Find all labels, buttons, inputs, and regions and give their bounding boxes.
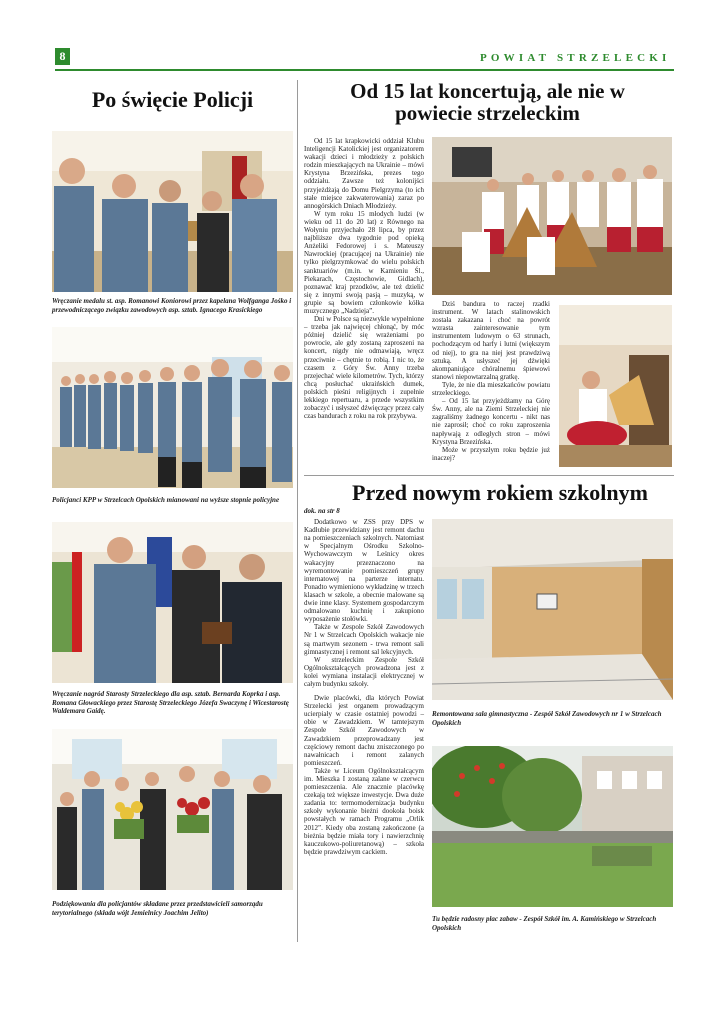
concert-paragraph: Dni w Polsce są niezwykle wypełnione – trzeba jak najwięcej chłonąć, by móc później dzielić się wrażeniami po powrocie, ale gdy zostaną zaproszeni na koncert, nigdy nie odmawiają, wręcz przeciwnie – chętnie to robią. I nic to, że czasem z Góry Św. Anny trzeba przejechać wiele kilometrów. Tych, którzy chcą posłuchać ukraińskich dumek, polskich pieśni religijnych i zupełnie lekkiego repertuaru, a przede wszystkim zobaczyć i usłyszeć dźwięczący przez cały czas bandurach z roku na rok przybywa. xyxy=(304,315,424,421)
school-paragraph: Także w Liceum Ogólnokształcącym im. Mieszka I zostaną zalane w czerwcu pomieszczenia. Ale znacznie placówkę czekają też większe inwestycje. Dwa duże zadania to: termomodernizacja budynku szkoły wykonanie bieżni dookoła boisk powstałych w ramach Programu „Orlik 2012”. Kiedy oba zostaną zakończone (a bieżnia będzie miała tory i nawierzchnię kauczukowo-poliuretanową) – szkoła będzie prawdziwym cackiem. xyxy=(304,766,424,856)
school-photo-gym xyxy=(432,519,673,700)
police-caption-4: Podziękowania dla policjantów składane przez przedstawicieli samorządu terytorialnego (składa wójt Jemielnicy Joachim Jelito) xyxy=(52,900,263,917)
police-caption-2: Policjanci KPP w Strzelcach Opolskich mianowani na wyższe stopnie policyjne xyxy=(52,496,280,504)
school-paragraph: Także w Zespole Szkół Zawodowych Nr 1 w Strzelcach Opolskich wakacje nie są martwym sezonem - trwa remont sali gimnastycznej i remont sal lekcyjnych. xyxy=(304,623,424,656)
concert-paragraph: Tyle, że nie dla mieszkańców powiatu strzeleckiego. xyxy=(432,380,550,398)
concert-column-1 xyxy=(304,137,424,420)
concert-paragraph: Może w przyszłym roku będzie już inaczej? xyxy=(432,445,550,462)
school-photo-playground xyxy=(432,746,673,907)
school-column xyxy=(304,507,424,856)
police-photo-4 xyxy=(52,729,293,890)
concert-photo-2 xyxy=(559,305,672,467)
police-caption-1: Wręczanie medalu st. asp. Romanowi Koniorowi przez kapelana Wolfganga Jośko i przewodniczącego związku zawodowych asp. sztab. Ignacego Krasickiego xyxy=(52,297,292,314)
police-caption-3: Wręczanie nagród Starosty Strzeleckiego dla asp. sztab. Bernarda Koprka i asp. Romana Głowackiego przez Starostę Strzeleckiego Józefa Swaczynę i Wicestarostę Waldemara Gaidę. xyxy=(52,690,289,715)
continuation-note: dok. na str 8 xyxy=(304,507,340,515)
police-photo-1 xyxy=(52,131,293,292)
concert-paragraph: Od 15 lat krapkowicki oddział Klubu Inteligencji Katolickiej jest organizatorem wakacji dzieci i młodzieży z polskich rodzin mieszkających na Ukrainie – mówi Krystyna Brzezińska, prezes tego oddziału. Zawsze też kolonijści przyjeżdżają do Domu Pielgrzyma (to ich stałe miejsce zakwaterowania) zaraz po annogórskich Dniach Młodzieży. xyxy=(304,137,424,210)
school-paragraph: Dwie placówki, dla których Powiat Strzelecki jest organem prowadzącym ucierpiały w czasie ostatniej powodzi – obie w Zawadzkiem. W tamtejszym Zespole Szkół Zawodowych w Zawadzkiem przeprowadzany jest częściowy remont dachu zniszczonego po nawałnicach i remont zalanych pomieszczeń. xyxy=(304,694,424,767)
concert-headline: Od 15 lat koncertują, ale nie w powiecie strzeleckim xyxy=(350,79,625,126)
concert-paragraph: – Od 15 lat przyjeżdżamy na Górę Św. Anny, ale na Ziemi Strzeleckiej nie zagraliśmy żadnego koncertu - nikt nas nie zaprosił; choć co roku zaproszenia napływają z odległych stron – mówi Krystyna Brzezińska. xyxy=(432,397,550,446)
concert-paragraph: Dziś bandura to raczej rzadki instrument. W latach stalinowskich została zakazana i choć na powrót wzrasta zainteresowanie tym instrumentem ludowym o 63 strunach, pochodzącym od harfy i lutni (większym od niej), to gra na niej jest prawdziwą sztuką. A usłyszeć jej dźwięki akompaniujące chóralnemu śpiewowi stanowi niepowtarzalną gratkę. xyxy=(432,300,550,381)
page-number: 8 xyxy=(55,48,70,65)
police-headline: Po święcie Policji xyxy=(91,87,254,112)
concert-photo-1 xyxy=(432,137,672,295)
column-divider xyxy=(297,80,298,942)
concert-paragraph: W tym roku 15 młodych ludzi (w wieku od 11 do 20 lat) z Równego na Wołyniu przyjechało 28 lipca, by przez najbliższe dwa tygodnie pod opieką Anżeliki Fedorowej i s. Mateuszy Nawrockiej (pracującej na Ukrainie) nie tylko pielgrzymkować do wielu polskich sanktuariów (m.in. w Kamieniu Śl., Piekarach, Częstochowie, Gidlach), poznawać kraj przodków, ale też dzielić się z innymi swoją pasją – muzyką, w grupie są bowiem członkowie kółka muzycznego „Nadzieja”. xyxy=(304,209,424,315)
police-photo-2 xyxy=(52,327,293,488)
section-divider xyxy=(304,475,674,476)
police-photo-3 xyxy=(52,522,293,683)
running-title: POWIAT STRZELECKI xyxy=(480,52,671,64)
school-caption-2: Tu będzie radosny plac zabaw - Zespół Szkół im. A. Kamińskiego w Strzelcach Opolskich xyxy=(432,915,657,932)
school-paragraph: Dodatkowo w ZSS przy DPS w Kadłubie przewidziany jest remont dachu na pomieszczeniach szkolnych. Natomiast w Specjalnym Ośrodku Szkolno-Wychowawczym w Leśnicy okres wakacyjny przeznaczono na wyremontowanie pomieszczeń grupy internatowej na parterze internatu. Ponadto wymieniono wykładzinę w trzech klasach w szkole, a obecnie malowane są dwie inne klasy. Systemem gospodarczym odmalowano kuchnię i zakupiono wyposażenie stołówki. xyxy=(304,518,424,624)
concert-column-2 xyxy=(432,300,550,462)
school-caption-1: Remontowana sala gimnastyczna - Zespół Szkół Zawodowych nr 1 w Strzelcach Opolskich xyxy=(432,710,662,727)
school-paragraph: W strzeleckim Zespole Szkół Ogólnokształcących prowadzona jest z kolei wymiana instalacji elektrycznej w całym budynku szkoły. xyxy=(304,655,424,688)
school-headline: Przed nowym rokiem szkolnym xyxy=(352,480,648,505)
header-rule xyxy=(55,69,674,71)
